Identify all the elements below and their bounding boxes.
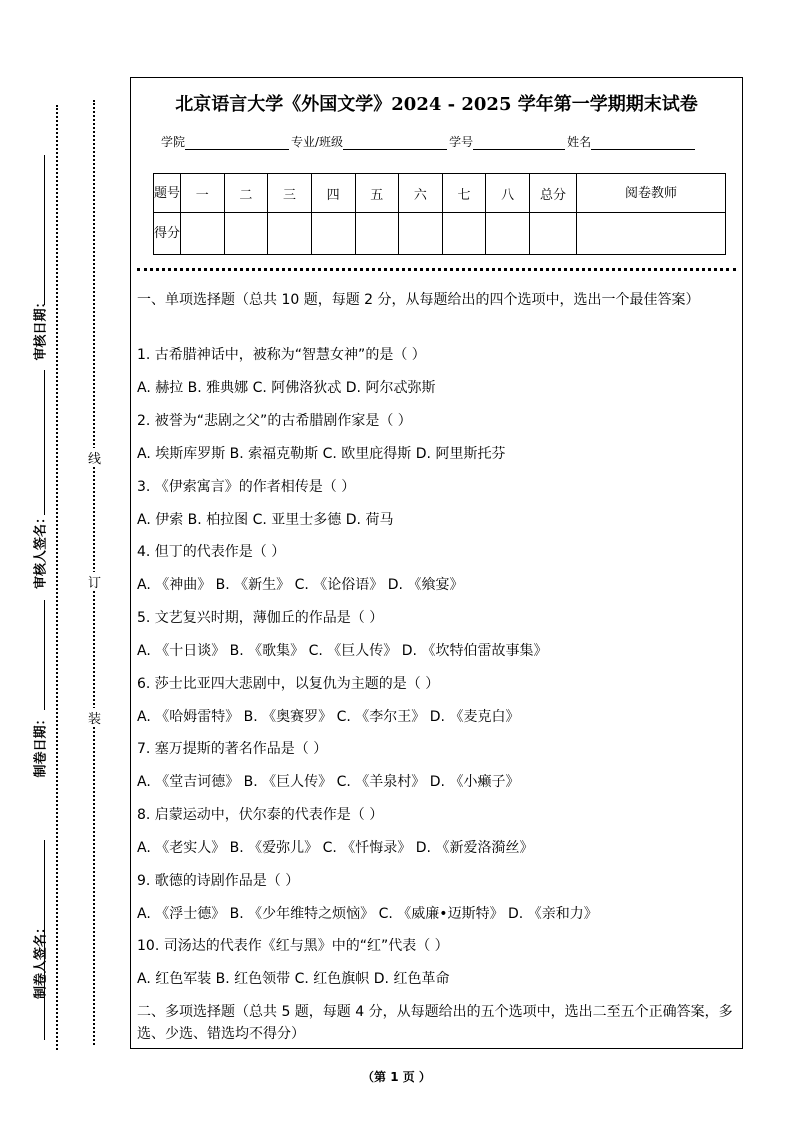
school-field[interactable]	[185, 137, 289, 150]
question-6: 6. 莎士比亚四大悲剧中，以复仇为主题的是（ ）	[137, 676, 440, 692]
score-cell[interactable]	[311, 213, 355, 255]
score-table-score-row	[154, 213, 726, 255]
question-10: 10. 司汤达的代表作《红与黑》中的“红”代表（ ）	[137, 938, 449, 954]
reviewer-sign-label: 审核人签名：	[33, 510, 49, 590]
school-label: 学院	[161, 135, 186, 149]
score-cell[interactable]	[355, 213, 399, 255]
question-3-options: A. 伊索 B. 柏拉图 C. 亚里士多德 D. 荷马	[137, 512, 394, 528]
major-field[interactable]	[343, 137, 447, 150]
score-col-7: 七	[442, 174, 486, 213]
question-7: 7. 塞万提斯的著名作品是（ ）	[137, 741, 328, 757]
question-10-options: A. 红色军装 B. 红色领带 C. 红色旗帜 D. 红色革命	[137, 971, 450, 987]
score-table-header-row	[154, 174, 726, 213]
question-2: 2. 被誉为“悲剧之父”的古希腊剧作家是（ ）	[137, 413, 412, 429]
review-date-label: 审核日期：	[33, 295, 49, 361]
binding-char-xian: 线	[88, 448, 101, 467]
score-row-label: 得分	[154, 213, 181, 255]
name-field[interactable]	[591, 137, 695, 150]
question-4-options: A. 《神曲》 B. 《新生》 C. 《论俗语》 D. 《飨宴》	[137, 577, 464, 593]
score-col-4: 四	[311, 174, 355, 213]
question-3: 3. 《伊索寓言》的作者相传是（ ）	[137, 479, 356, 495]
binding-char-ding: 订	[88, 572, 101, 591]
major-label: 专业/班级	[291, 135, 344, 149]
maker-sign-label: 制卷人签名：	[33, 920, 49, 1000]
page-title: 北京语言大学《外国文学》2024 - 2025 学年第一学期期末试卷	[175, 94, 698, 115]
score-table-row-label: 题号	[154, 174, 181, 213]
score-cell[interactable]	[486, 213, 530, 255]
question-9-options: A. 《浮士德》 B. 《少年维特之烦恼》 C. 《威廉•迈斯特》 D. 《亲和力》	[137, 906, 598, 922]
question-2-options: A. 埃斯库罗斯 B. 索福克勒斯 C. 欧里庇得斯 D. 阿里斯托芬	[137, 446, 506, 462]
page-number: （第 1 页 ）	[362, 1070, 431, 1084]
score-cell[interactable]	[442, 213, 486, 255]
student-id-label: 学号	[449, 135, 474, 149]
score-col-5: 五	[355, 174, 399, 213]
score-col-2: 二	[224, 174, 268, 213]
score-col-total: 总分	[530, 174, 577, 213]
student-id-field[interactable]	[473, 137, 565, 150]
score-cell[interactable]	[268, 213, 312, 255]
question-1-options: A. 赫拉 B. 雅典娜 C. 阿佛洛狄忒 D. 阿尔忒弥斯	[137, 380, 436, 396]
score-col-3: 三	[268, 174, 312, 213]
maker-date-label: 制卷日期：	[33, 712, 49, 778]
score-cell-grader[interactable]	[577, 213, 726, 255]
question-9: 9. 歌德的诗剧作品是（ ）	[137, 873, 300, 889]
dotted-separator	[137, 268, 736, 271]
binding-char-zhuang: 装	[88, 708, 101, 727]
question-1: 1. 古希腊神话中，被称为“智慧女神”的是（ ）	[137, 347, 426, 363]
student-info	[161, 133, 697, 150]
question-7-options: A. 《堂吉诃德》 B. 《巨人传》 C. 《羊泉村》 D. 《小癞子》	[137, 774, 520, 790]
section2-heading: 二、多项选择题（总共 5 题，每题 4 分，从每题给出的五个选项中，选出二至五个正确答案，多选、少选、错选均不得分）	[137, 1004, 733, 1042]
question-5-options: A. 《十日谈》 B. 《歌集》 C. 《巨人传》 D. 《坎特伯雷故事集》	[137, 643, 548, 659]
question-5: 5. 文艺复兴时期，薄伽丘的作品是（ ）	[137, 610, 384, 626]
name-label: 姓名	[567, 135, 592, 149]
question-4: 4. 但丁的代表作是（ ）	[137, 544, 286, 560]
question-8-options: A. 《老实人》 B. 《爱弥儿》 C. 《忏悔录》 D. 《新爱洛漪丝》	[137, 840, 534, 856]
left-dotted-line	[56, 105, 58, 1050]
score-col-1: 一	[181, 174, 225, 213]
score-col-6: 六	[399, 174, 443, 213]
section1-heading: 一、单项选择题（总共 10 题，每题 2 分，从每题给出的四个选项中，选出一个最佳答案）	[137, 292, 700, 308]
score-table	[153, 173, 726, 255]
score-cell[interactable]	[181, 213, 225, 255]
score-col-8: 八	[486, 174, 530, 213]
score-col-grader: 阅卷教师	[577, 174, 726, 213]
score-cell[interactable]	[224, 213, 268, 255]
question-8: 8. 启蒙运动中，伏尔泰的代表作是（ ）	[137, 807, 384, 823]
score-cell[interactable]	[399, 213, 443, 255]
question-6-options: A. 《哈姆雷特》 B. 《奥赛罗》 C. 《李尔王》 D. 《麦克白》	[137, 709, 520, 725]
exam-frame	[130, 77, 743, 1049]
score-cell-total[interactable]	[530, 213, 577, 255]
